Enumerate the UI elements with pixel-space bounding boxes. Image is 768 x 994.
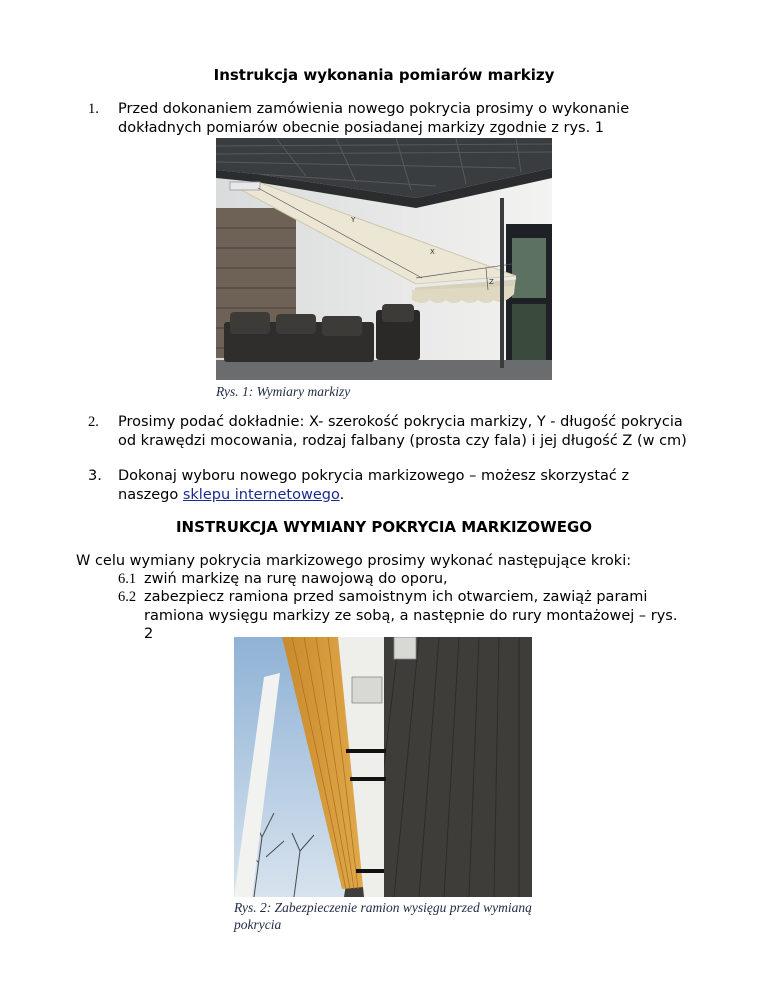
awning-arms-illustration <box>234 637 532 897</box>
arms-secured-photo <box>234 637 532 897</box>
step-number: 6.2 <box>118 589 137 605</box>
document-title: Instrukcja wykonania pomiarów markizy <box>213 66 555 84</box>
list-text <box>118 467 688 504</box>
step-text: zabezpiecz ramiona przed samoistnym ich otwarciem, zawiąż parami ramiona wysięgu markizy ze sobą, a następnie do rury montażowej – rys. 2 <box>144 589 678 642</box>
step-6-1 <box>118 570 698 589</box>
list-text: Prosimy podać dokładnie: X- szerokość pokrycia markizy, Y - długość pokrycia od krawędzi mocowania, rodzaj falbany (prosta czy fala) i jej długość Z (w cm) <box>118 414 687 449</box>
list-item-2 <box>88 413 688 450</box>
intro-paragraph: W celu wymiany pokrycia markizowego prosimy wykonać następujące kroki: <box>76 553 632 569</box>
list-item-3 <box>88 467 688 504</box>
list-text-after: . <box>339 486 345 503</box>
awning-illustration <box>216 138 552 380</box>
awning-measurement-photo <box>216 138 552 380</box>
step-text: zwiń markizę na rurę nawojową do oporu, <box>144 571 448 587</box>
list-number: 2. <box>88 414 99 430</box>
list-text: Przed dokonaniem zamówienia nowego pokrycia prosimy o wykonanie dokładnych pomiarów obecnie posiadanej markizy zgodnie z rys. 1 <box>118 101 630 136</box>
figure-2-caption: Rys. 2: Zabezpieczenie ramion wysięgu przed wymianą pokrycia <box>234 900 532 932</box>
list-item-1 <box>88 100 688 137</box>
dimension-label-x: X <box>430 248 435 256</box>
dimension-label-z: Z <box>489 278 494 286</box>
step-6-2 <box>118 588 678 644</box>
list-number: 3. <box>88 468 102 484</box>
section-heading: INSTRUKCJA WYMIANY POKRYCIA MARKIZOWEGO <box>175 518 593 536</box>
dimension-label-y: Y <box>351 216 356 224</box>
figure-1-caption: Rys. 1: Wymiary markizy <box>216 384 351 399</box>
step-number: 6.1 <box>118 571 137 587</box>
list-number: 1. <box>88 101 99 117</box>
list-text-before: Dokonaj wyboru nowego pokrycia markizowego – możesz skorzystać z naszego <box>118 468 630 503</box>
shop-link[interactable]: sklepu internetowego <box>182 486 340 503</box>
